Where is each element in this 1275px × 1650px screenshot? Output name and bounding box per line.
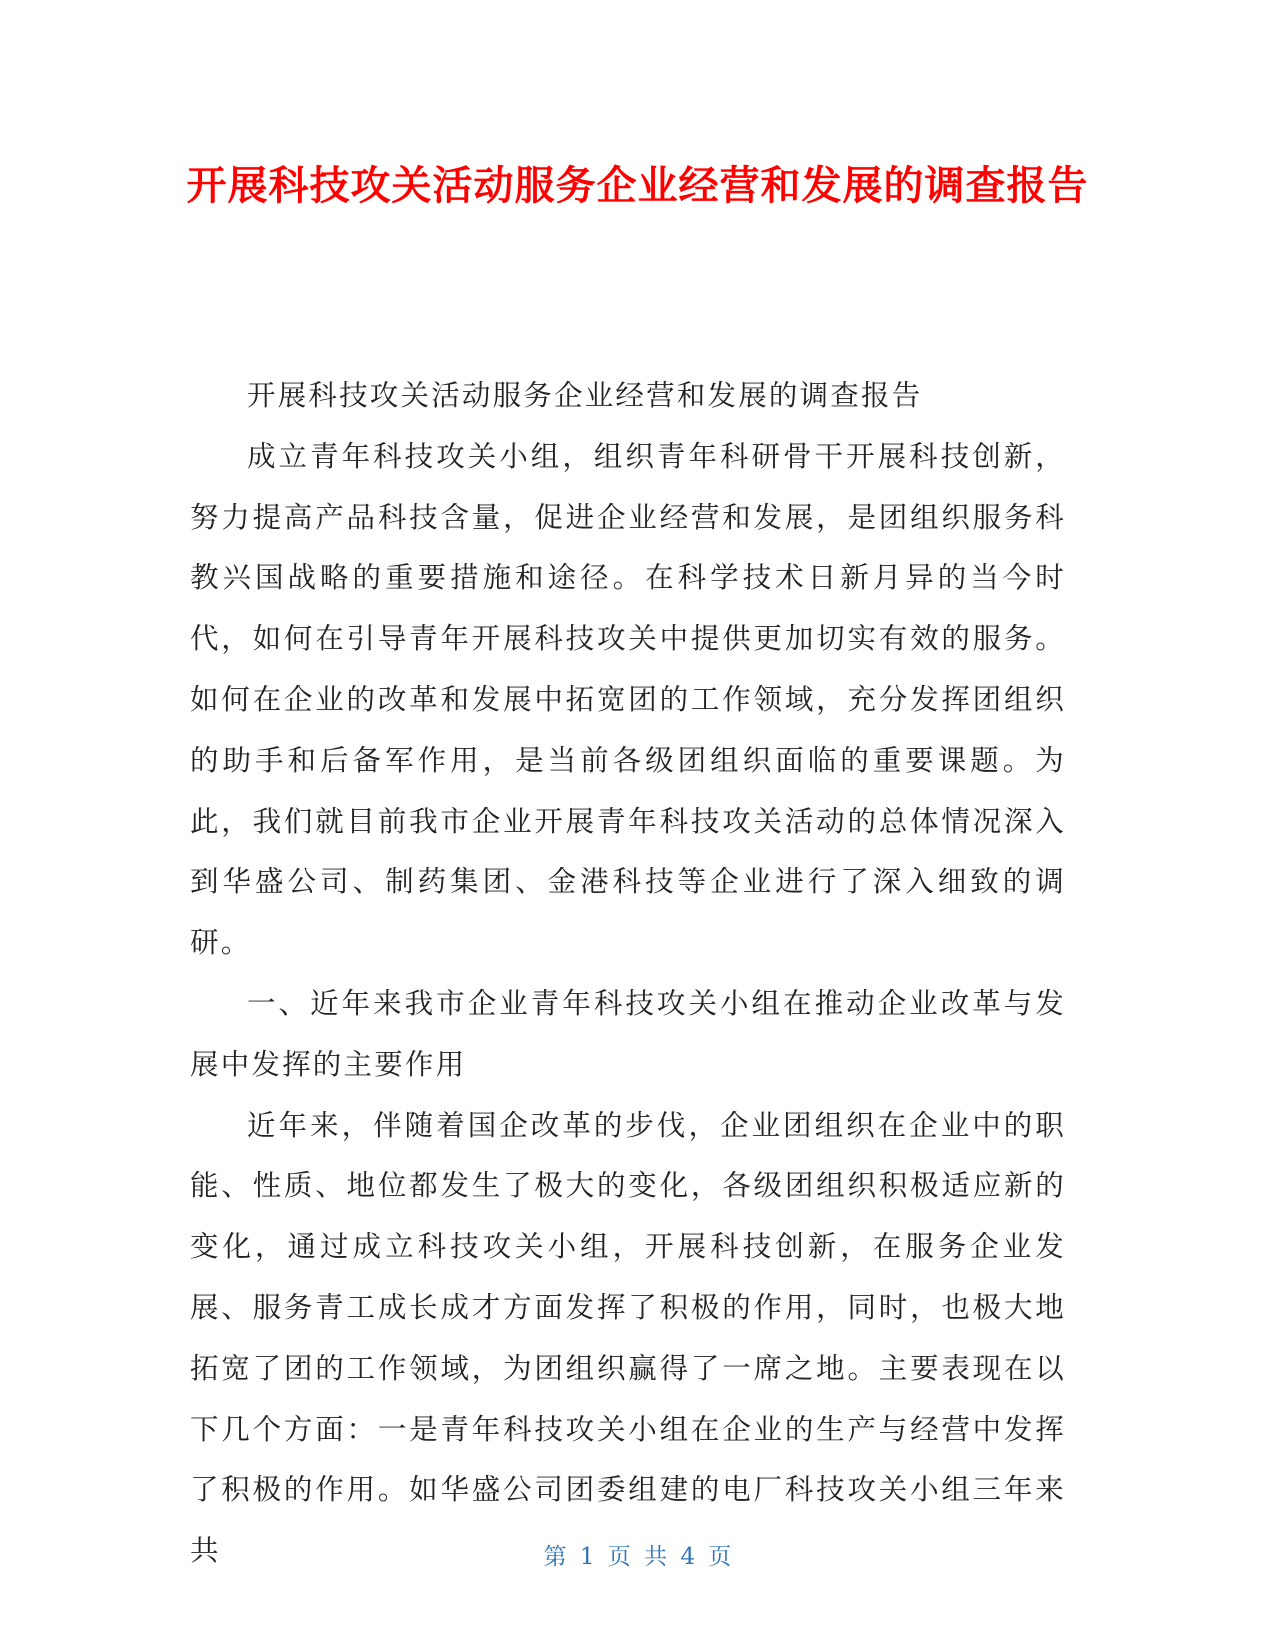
document-title: 开展科技攻关活动服务企业经营和发展的调查报告 bbox=[186, 163, 1089, 209]
paragraph: 开展科技攻关活动服务企业经营和发展的调查报告 bbox=[247, 379, 923, 412]
page-footer: 第 1 页 共 4 页 bbox=[543, 1544, 732, 1570]
paragraph: 成立青年科技攻关小组，组织青年科研骨干开展科技创新，努力提高产品科技含量，促进企业经营和发展，是团组织服务科教兴国战略的重要措施和途径。在科学技术日新月异的当今时代，如何在引导青年开展科技攻关中提供更加切实有效的服务。如何在企业的改革和发展中拓宽团的工作领域，充分发挥团组织的助手和后备军作用，是当前各级团组织面临的重要课题。为此，我们就目前我市企业开展青年科技攻关活动的总体情况深入到华盛公司、制药集团、金港科技等企业进行了深入细致的调研。 bbox=[190, 439, 1066, 960]
document-body bbox=[190, 366, 1066, 1582]
paragraph: 近年来，伴随着国企改革的步伐，企业团组织在企业中的职能、性质、地位都发生了极大的变化，各级团组织积极适应新的变化，通过成立科技攻关小组，开展科技创新，在服务企业发展、服务青工成长成才方面发挥了积极的作用，同时，也极大地拓宽了团的工作领域，为团组织赢得了一席之地。主要表现在以下几个方面：一是青年科技攻关小组在企业的生产与经营中发挥了积极的作用。如华盛公司团委组建的电厂科技攻关小组三年来共 bbox=[190, 1108, 1066, 1568]
paragraph: 一、近年来我市企业青年科技攻关小组在推动企业改革与发展中发挥的主要作用 bbox=[190, 986, 1066, 1081]
